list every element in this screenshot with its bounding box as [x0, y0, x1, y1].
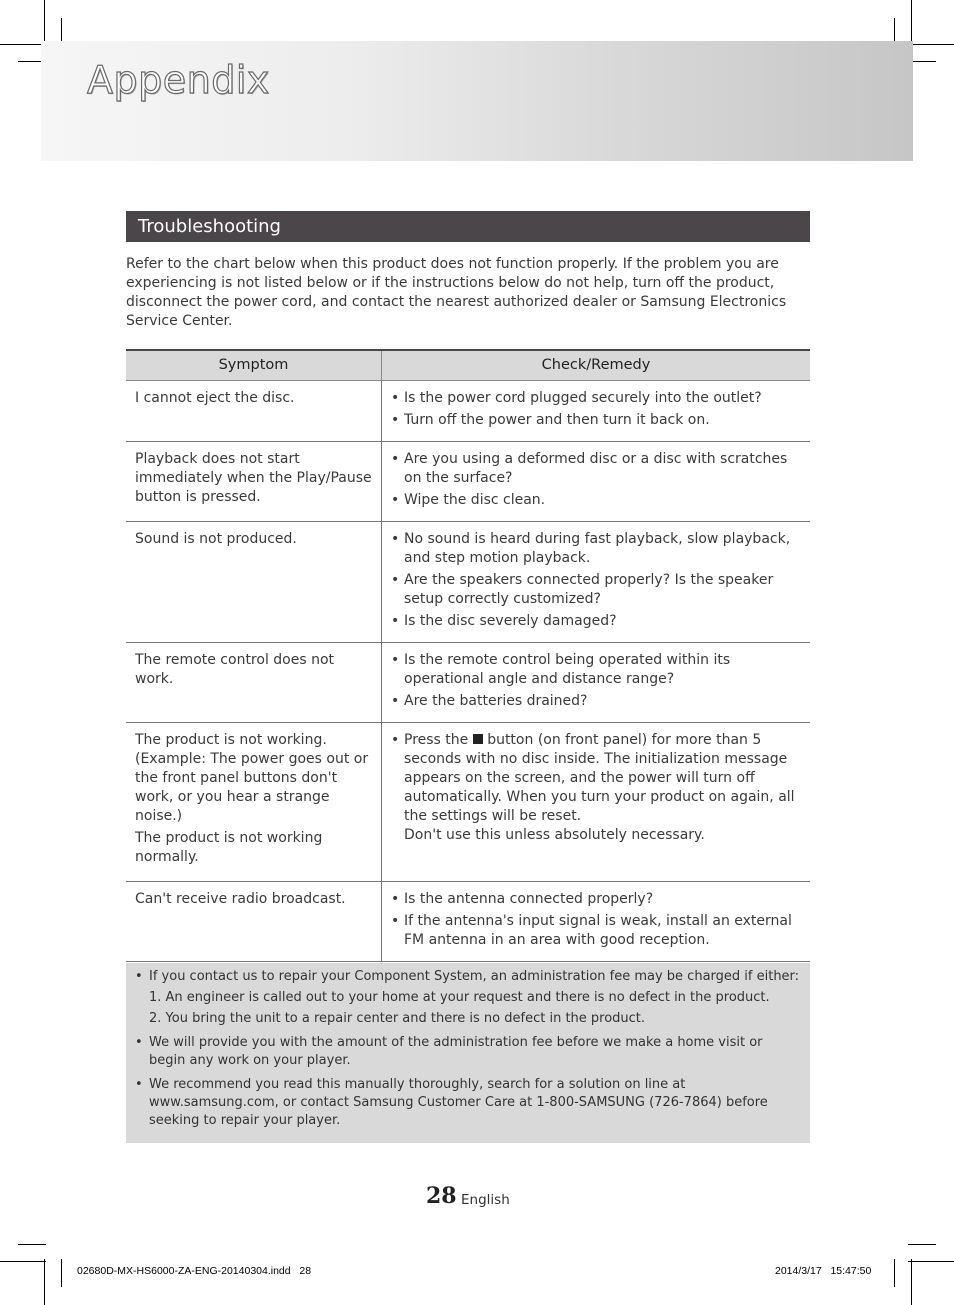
table-row: [126, 882, 810, 962]
symptom-text: Can't receive radio broadcast.: [135, 891, 346, 907]
crop-mark: [908, 44, 954, 45]
table-row: [126, 723, 810, 882]
crop-mark: [44, 1259, 45, 1305]
remedy-item: • If the antenna's input signal is weak, install an external FM antenna in an area with good reception.: [390, 912, 800, 950]
remedy-suffix: button (on front panel) for more than 5 seconds with no disc inside. The initialization message appears on the screen, and the power will turn off automatically. When you turn your product on again, all the settings will be reset.: [404, 732, 795, 824]
crop-mark: [0, 1261, 46, 1262]
page-number: 28: [426, 1183, 457, 1209]
remedy-cell: [382, 643, 811, 723]
remedy-item: • Turn off the power and then turn it back on.: [390, 411, 800, 430]
remedy-item: • No sound is heard during fast playback, slow playback, and step motion playback.: [390, 530, 800, 568]
remedy-item: [390, 731, 800, 845]
note-item: [135, 968, 800, 1028]
crop-mark: [908, 1244, 936, 1245]
crop-mark: [18, 1244, 46, 1245]
symptom-cell: [126, 442, 382, 522]
remedy-item: • Is the disc severely damaged?: [390, 612, 800, 631]
print-slug-date: 2014/3/17 15:47:50: [775, 1265, 872, 1277]
symptom-cell: [126, 381, 382, 442]
remedy-warning: Don't use this unless absolutely necessary.: [404, 827, 705, 843]
table-row: [126, 643, 810, 723]
column-header-remedy: Check/Remedy: [382, 350, 811, 381]
note-subitem: 2. You bring the unit to a repair center and there is no defect in the product.: [149, 1011, 646, 1026]
stop-icon: [473, 734, 483, 744]
remedy-cell: [382, 882, 811, 962]
symptom-text: The product is not working. (Example: The power goes out or the front panel buttons don't work, or you hear a strange noise.): [135, 732, 369, 824]
note-subitem: 1. An engineer is called out to your home at your request and there is no defect in the product.: [149, 990, 770, 1005]
crop-mark: [44, 0, 45, 46]
table-row: [126, 442, 810, 522]
symptom-cell: [126, 723, 382, 882]
remedy-cell: [382, 522, 811, 643]
column-header-symptom: Symptom: [126, 350, 382, 381]
remedy-item: • Are the batteries drained?: [390, 692, 800, 711]
table-header-row: [126, 350, 810, 381]
crop-mark: [0, 44, 46, 45]
crop-mark: [911, 0, 912, 46]
remedy-item: • Is the antenna connected properly?: [390, 890, 800, 909]
table-row: [126, 522, 810, 643]
crop-mark: [894, 1259, 895, 1287]
remedy-item: • Are the speakers connected properly? Is the speaker setup correctly customized?: [390, 571, 800, 609]
remedy-item: • Is the remote control being operated within its operational angle and distance range?: [390, 651, 800, 689]
note-item: • We recommend you read this manually thoroughly, search for a solution on line at www.samsung.com, or contact Samsung Customer Care at 1-800-SAMSUNG (726-7864) before seeking to repair your player.: [135, 1076, 800, 1130]
note-text: • If you contact us to repair your Component System, an administration fee may be charged if either:: [149, 969, 800, 984]
crop-mark: [908, 1261, 954, 1262]
crop-mark: [61, 1259, 62, 1287]
remedy-prefix: Press the: [404, 732, 469, 748]
note-box: [126, 963, 810, 1143]
troubleshooting-table: [126, 349, 810, 962]
page-title: Appendix: [87, 58, 270, 102]
symptom-text: I cannot eject the disc.: [135, 390, 295, 406]
remedy-item: • Is the power cord plugged securely into the outlet?: [390, 389, 800, 408]
remedy-item: • Wipe the disc clean.: [390, 491, 800, 510]
remedy-cell: [382, 442, 811, 522]
symptom-text: Playback does not start immediately when the Play/Pause button is pressed.: [135, 451, 372, 505]
page-language: English: [461, 1192, 510, 1208]
crop-mark: [911, 1259, 912, 1305]
intro-paragraph: Refer to the chart below when this product does not function properly. If the problem you are experiencing is not listed below or if the instructions below do not help, turn off the product, disconnect the power cord, and contact the nearest authorized dealer or Samsung Electronics Service Center.: [126, 256, 787, 329]
remedy-cell: [382, 723, 811, 882]
remedy-item: • Are you using a deformed disc or a disc with scratches on the surface?: [390, 450, 800, 488]
print-slug-file: 02680D-MX-HS6000-ZA-ENG-20140304.indd 28: [77, 1265, 312, 1277]
symptom-cell: [126, 522, 382, 643]
symptom-cell: [126, 643, 382, 723]
symptom-text: The remote control does not work.: [135, 652, 335, 687]
table-row: [126, 381, 810, 442]
symptom-cell: [126, 882, 382, 962]
note-item: • We will provide you with the amount of the administration fee before we make a home visit or begin any work on your player.: [135, 1034, 800, 1070]
remedy-cell: [382, 381, 811, 442]
symptom-text: Sound is not produced.: [135, 531, 297, 547]
symptom-text: The product is not working normally.: [135, 830, 323, 865]
section-title: Troubleshooting: [126, 211, 810, 242]
